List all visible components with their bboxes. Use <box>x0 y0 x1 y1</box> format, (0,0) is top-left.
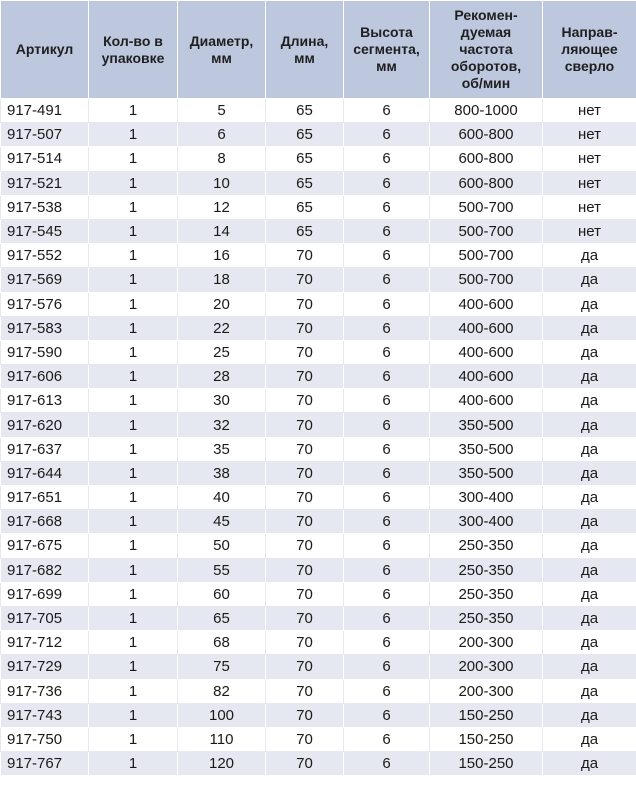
cell-length: 70 <box>266 268 344 292</box>
cell-pack-qty: 1 <box>89 606 178 630</box>
cell-article: 917-705 <box>1 606 89 630</box>
cell-segment-height: 6 <box>344 292 430 316</box>
cell-segment-height: 6 <box>344 703 430 727</box>
column-header-label: Направ- ляющее сверло <box>561 24 618 74</box>
cell-diameter: 18 <box>178 268 266 292</box>
column-header-label: Артикул <box>15 41 74 57</box>
cell-length: 70 <box>266 365 344 389</box>
cell-length: 70 <box>266 655 344 679</box>
cell-length: 70 <box>266 703 344 727</box>
cell-segment-height: 6 <box>344 365 430 389</box>
column-header-label: Диаметр, мм <box>189 32 254 66</box>
cell-pilot-drill: да <box>543 365 636 389</box>
cell-rpm: 150-250 <box>430 703 543 727</box>
table-row <box>1 389 636 413</box>
cell-pack-qty: 1 <box>89 510 178 534</box>
cell-segment-height: 6 <box>344 389 430 413</box>
header-article <box>1 1 89 99</box>
cell-article: 917-507 <box>1 123 89 147</box>
cell-length: 65 <box>266 219 344 243</box>
table-row <box>1 292 636 316</box>
cell-article: 917-699 <box>1 582 89 606</box>
cell-pilot-drill: да <box>543 727 636 751</box>
cell-rpm: 250-350 <box>430 534 543 558</box>
table-row <box>1 365 636 389</box>
cell-rpm: 600-800 <box>430 147 543 171</box>
cell-segment-height: 6 <box>344 123 430 147</box>
cell-diameter: 22 <box>178 316 266 340</box>
cell-rpm: 500-700 <box>430 219 543 243</box>
cell-rpm: 600-800 <box>430 171 543 195</box>
cell-diameter: 14 <box>178 219 266 243</box>
cell-length: 70 <box>266 340 344 364</box>
cell-diameter: 20 <box>178 292 266 316</box>
cell-length: 70 <box>266 413 344 437</box>
table-row <box>1 123 636 147</box>
cell-segment-height: 6 <box>344 655 430 679</box>
cell-segment-height: 6 <box>344 486 430 510</box>
cell-segment-height: 6 <box>344 340 430 364</box>
cell-pilot-drill: да <box>543 582 636 606</box>
cell-length: 65 <box>266 123 344 147</box>
header-diameter <box>178 1 266 99</box>
table-row <box>1 219 636 243</box>
cell-pilot-drill: да <box>543 655 636 679</box>
table-row <box>1 195 636 219</box>
cell-article: 917-682 <box>1 558 89 582</box>
table-row <box>1 461 636 485</box>
cell-segment-height: 6 <box>344 171 430 195</box>
cell-length: 70 <box>266 244 344 268</box>
cell-length: 70 <box>266 292 344 316</box>
cell-article: 917-514 <box>1 147 89 171</box>
table-body <box>1 99 636 776</box>
cell-pilot-drill: да <box>543 316 636 340</box>
cell-rpm: 350-500 <box>430 437 543 461</box>
cell-length: 70 <box>266 631 344 655</box>
cell-rpm: 350-500 <box>430 461 543 485</box>
cell-pack-qty: 1 <box>89 292 178 316</box>
cell-article: 917-620 <box>1 413 89 437</box>
cell-article: 917-651 <box>1 486 89 510</box>
cell-diameter: 12 <box>178 195 266 219</box>
cell-pack-qty: 1 <box>89 534 178 558</box>
cell-pilot-drill: да <box>543 461 636 485</box>
cell-pack-qty: 1 <box>89 219 178 243</box>
cell-pack-qty: 1 <box>89 679 178 703</box>
cell-pack-qty: 1 <box>89 316 178 340</box>
cell-rpm: 400-600 <box>430 389 543 413</box>
cell-diameter: 38 <box>178 461 266 485</box>
cell-segment-height: 6 <box>344 147 430 171</box>
cell-pack-qty: 1 <box>89 244 178 268</box>
cell-pack-qty: 1 <box>89 147 178 171</box>
cell-rpm: 800-1000 <box>430 99 543 123</box>
cell-pack-qty: 1 <box>89 461 178 485</box>
cell-article: 917-668 <box>1 510 89 534</box>
cell-pilot-drill: да <box>543 340 636 364</box>
cell-segment-height: 6 <box>344 268 430 292</box>
table-row <box>1 534 636 558</box>
table-row <box>1 582 636 606</box>
cell-article: 917-750 <box>1 727 89 751</box>
cell-pack-qty: 1 <box>89 486 178 510</box>
cell-segment-height: 6 <box>344 195 430 219</box>
header-pilot-drill <box>543 1 636 99</box>
header-pack-qty <box>89 1 178 99</box>
cell-rpm: 400-600 <box>430 340 543 364</box>
cell-article: 917-491 <box>1 99 89 123</box>
cell-article: 917-743 <box>1 703 89 727</box>
cell-rpm: 350-500 <box>430 413 543 437</box>
cell-diameter: 100 <box>178 703 266 727</box>
table-row <box>1 244 636 268</box>
cell-article: 917-644 <box>1 461 89 485</box>
cell-rpm: 400-600 <box>430 365 543 389</box>
cell-pack-qty: 1 <box>89 727 178 751</box>
cell-pack-qty: 1 <box>89 389 178 413</box>
table-row <box>1 752 636 776</box>
cell-pack-qty: 1 <box>89 268 178 292</box>
cell-rpm: 250-350 <box>430 606 543 630</box>
cell-diameter: 68 <box>178 631 266 655</box>
cell-pilot-drill: нет <box>543 171 636 195</box>
cell-rpm: 500-700 <box>430 244 543 268</box>
cell-pilot-drill: да <box>543 389 636 413</box>
cell-diameter: 25 <box>178 340 266 364</box>
cell-length: 70 <box>266 389 344 413</box>
cell-article: 917-767 <box>1 752 89 776</box>
table-row <box>1 316 636 340</box>
column-header-label: Рекомен- дуемая частота оборотов, об/мин <box>450 7 522 91</box>
cell-segment-height: 6 <box>344 631 430 655</box>
cell-pilot-drill: нет <box>543 147 636 171</box>
cell-diameter: 32 <box>178 413 266 437</box>
cell-diameter: 40 <box>178 486 266 510</box>
cell-pilot-drill: да <box>543 606 636 630</box>
cell-rpm: 150-250 <box>430 727 543 751</box>
cell-diameter: 10 <box>178 171 266 195</box>
cell-article: 917-712 <box>1 631 89 655</box>
table-row <box>1 486 636 510</box>
cell-article: 917-521 <box>1 171 89 195</box>
table-row <box>1 268 636 292</box>
cell-pack-qty: 1 <box>89 631 178 655</box>
cell-rpm: 200-300 <box>430 631 543 655</box>
table-header <box>1 1 636 99</box>
cell-pack-qty: 1 <box>89 437 178 461</box>
cell-rpm: 500-700 <box>430 195 543 219</box>
cell-pack-qty: 1 <box>89 703 178 727</box>
cell-pack-qty: 1 <box>89 582 178 606</box>
cell-pilot-drill: да <box>543 703 636 727</box>
cell-length: 70 <box>266 316 344 340</box>
cell-length: 65 <box>266 195 344 219</box>
cell-pack-qty: 1 <box>89 413 178 437</box>
cell-segment-height: 6 <box>344 582 430 606</box>
cell-segment-height: 6 <box>344 752 430 776</box>
cell-segment-height: 6 <box>344 510 430 534</box>
cell-pack-qty: 1 <box>89 123 178 147</box>
cell-diameter: 82 <box>178 679 266 703</box>
cell-length: 70 <box>266 437 344 461</box>
cell-segment-height: 6 <box>344 727 430 751</box>
table-row <box>1 147 636 171</box>
cell-rpm: 500-700 <box>430 268 543 292</box>
cell-pilot-drill: да <box>543 437 636 461</box>
cell-pilot-drill: да <box>543 292 636 316</box>
cell-article: 917-576 <box>1 292 89 316</box>
cell-diameter: 60 <box>178 582 266 606</box>
cell-diameter: 50 <box>178 534 266 558</box>
table-row <box>1 655 636 679</box>
table-row <box>1 99 636 123</box>
cell-article: 917-569 <box>1 268 89 292</box>
cell-segment-height: 6 <box>344 534 430 558</box>
cell-length: 70 <box>266 752 344 776</box>
cell-length: 70 <box>266 679 344 703</box>
cell-diameter: 45 <box>178 510 266 534</box>
cell-pilot-drill: да <box>543 558 636 582</box>
cell-diameter: 6 <box>178 123 266 147</box>
header-row <box>1 1 636 99</box>
cell-segment-height: 6 <box>344 244 430 268</box>
cell-article: 917-606 <box>1 365 89 389</box>
table-row <box>1 679 636 703</box>
cell-diameter: 75 <box>178 655 266 679</box>
header-segment-height <box>344 1 430 99</box>
cell-segment-height: 6 <box>344 413 430 437</box>
cell-diameter: 35 <box>178 437 266 461</box>
cell-pack-qty: 1 <box>89 365 178 389</box>
cell-diameter: 16 <box>178 244 266 268</box>
cell-pack-qty: 1 <box>89 558 178 582</box>
cell-rpm: 200-300 <box>430 679 543 703</box>
cell-length: 65 <box>266 147 344 171</box>
table-row <box>1 606 636 630</box>
cell-pilot-drill: да <box>543 631 636 655</box>
cell-length: 70 <box>266 606 344 630</box>
table-row <box>1 171 636 195</box>
column-header-label: Кол-во в упаковке <box>101 32 165 66</box>
cell-pilot-drill: да <box>543 244 636 268</box>
cell-diameter: 28 <box>178 365 266 389</box>
cell-length: 70 <box>266 510 344 534</box>
table-row <box>1 727 636 751</box>
cell-rpm: 300-400 <box>430 486 543 510</box>
cell-length: 70 <box>266 727 344 751</box>
cell-pilot-drill: нет <box>543 99 636 123</box>
table-row <box>1 510 636 534</box>
cell-pilot-drill: да <box>543 413 636 437</box>
table-row <box>1 340 636 364</box>
cell-pilot-drill: да <box>543 510 636 534</box>
cell-diameter: 55 <box>178 558 266 582</box>
cell-pilot-drill: да <box>543 534 636 558</box>
cell-length: 70 <box>266 582 344 606</box>
cell-article: 917-675 <box>1 534 89 558</box>
cell-pack-qty: 1 <box>89 195 178 219</box>
table-row <box>1 631 636 655</box>
cell-pack-qty: 1 <box>89 752 178 776</box>
table-row <box>1 413 636 437</box>
cell-rpm: 400-600 <box>430 292 543 316</box>
cell-segment-height: 6 <box>344 558 430 582</box>
cell-diameter: 65 <box>178 606 266 630</box>
cell-pack-qty: 1 <box>89 99 178 123</box>
cell-diameter: 120 <box>178 752 266 776</box>
cell-article: 917-613 <box>1 389 89 413</box>
cell-pilot-drill: да <box>543 752 636 776</box>
cell-diameter: 30 <box>178 389 266 413</box>
cell-pilot-drill: да <box>543 679 636 703</box>
cell-length: 70 <box>266 534 344 558</box>
column-header-label: Длина, мм <box>280 32 329 66</box>
cell-diameter: 8 <box>178 147 266 171</box>
cell-length: 70 <box>266 558 344 582</box>
cell-pilot-drill: нет <box>543 195 636 219</box>
cell-rpm: 600-800 <box>430 123 543 147</box>
cell-pilot-drill: да <box>543 268 636 292</box>
cell-segment-height: 6 <box>344 316 430 340</box>
cell-rpm: 250-350 <box>430 558 543 582</box>
cell-segment-height: 6 <box>344 461 430 485</box>
cell-pilot-drill: нет <box>543 123 636 147</box>
cell-rpm: 200-300 <box>430 655 543 679</box>
cell-article: 917-552 <box>1 244 89 268</box>
table-row <box>1 437 636 461</box>
cell-article: 917-545 <box>1 219 89 243</box>
cell-pack-qty: 1 <box>89 171 178 195</box>
cell-pilot-drill: да <box>543 486 636 510</box>
cell-length: 70 <box>266 486 344 510</box>
cell-segment-height: 6 <box>344 679 430 703</box>
cell-rpm: 150-250 <box>430 752 543 776</box>
table-row <box>1 703 636 727</box>
cell-diameter: 110 <box>178 727 266 751</box>
cell-length: 70 <box>266 461 344 485</box>
cell-segment-height: 6 <box>344 437 430 461</box>
cell-length: 65 <box>266 99 344 123</box>
cell-rpm: 300-400 <box>430 510 543 534</box>
column-header-label: Высота сегмента, мм <box>353 24 420 74</box>
cell-pack-qty: 1 <box>89 340 178 364</box>
header-length <box>266 1 344 99</box>
cell-article: 917-538 <box>1 195 89 219</box>
cell-article: 917-637 <box>1 437 89 461</box>
cell-article: 917-729 <box>1 655 89 679</box>
cell-segment-height: 6 <box>344 219 430 243</box>
cell-length: 65 <box>266 171 344 195</box>
cell-article: 917-736 <box>1 679 89 703</box>
header-rpm <box>430 1 543 99</box>
cell-segment-height: 6 <box>344 606 430 630</box>
cell-diameter: 5 <box>178 99 266 123</box>
cell-segment-height: 6 <box>344 99 430 123</box>
cell-article: 917-590 <box>1 340 89 364</box>
cell-rpm: 250-350 <box>430 582 543 606</box>
table-row <box>1 558 636 582</box>
cell-article: 917-583 <box>1 316 89 340</box>
cell-rpm: 400-600 <box>430 316 543 340</box>
cell-pilot-drill: нет <box>543 219 636 243</box>
cell-pack-qty: 1 <box>89 655 178 679</box>
